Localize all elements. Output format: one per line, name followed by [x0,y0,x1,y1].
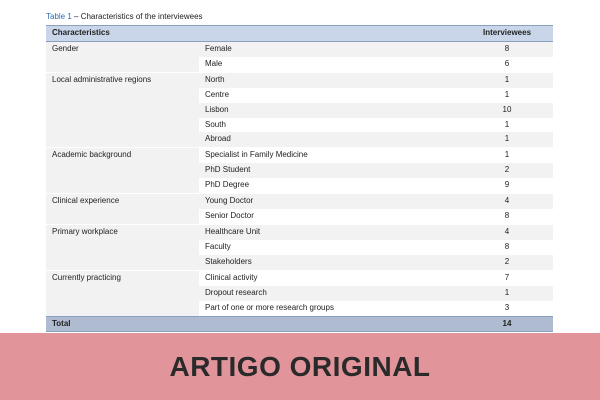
characteristics-table [46,25,553,332]
count-cell: 8 [461,240,553,255]
subcategory-cell: Lisbon [199,103,461,118]
subcategory-cell: PhD Degree [199,178,461,193]
count-cell: 1 [461,148,553,163]
count-cell: 2 [461,163,553,178]
subcategory-cell: Senior Doctor [199,209,461,224]
table-caption-text: – Characteristics of the interviewees [71,12,203,21]
table-row [46,148,553,163]
subcategory-cell: Abroad [199,132,461,147]
count-cell: 8 [461,209,553,224]
subcategory-cell: Healthcare Unit [199,224,461,239]
count-cell: 2 [461,255,553,270]
subcategory-cell: Stakeholders [199,255,461,270]
subcategory-cell: Specialist in Family Medicine [199,148,461,163]
table-caption [46,12,203,21]
table-body [46,41,553,316]
total-row [46,316,553,332]
total-label: Total [46,316,461,332]
subcategory-cell: Male [199,57,461,72]
count-cell: 4 [461,224,553,239]
table-number-link[interactable]: Table 1 [46,12,72,21]
header-characteristics: Characteristics [46,26,461,42]
count-cell: 1 [461,118,553,133]
total-value: 14 [461,316,553,332]
subcategory-cell: Part of one or more research groups [199,301,461,316]
category-cell: Clinical experience [46,194,199,225]
subcategory-cell: PhD Student [199,163,461,178]
table-row [46,270,553,285]
subcategory-cell: Clinical activity [199,270,461,285]
header-interviewees: Interviewees [461,26,553,42]
category-cell: Gender [46,41,199,72]
subcategory-cell: Faculty [199,240,461,255]
subcategory-cell: South [199,118,461,133]
subcategory-cell: North [199,72,461,87]
table-row [46,72,553,87]
count-cell: 3 [461,301,553,316]
banner-text: ARTIGO ORIGINAL [169,350,431,382]
count-cell: 1 [461,132,553,147]
category-cell: Currently practicing [46,270,199,316]
count-cell: 1 [461,286,553,301]
category-cell: Primary workplace [46,224,199,270]
category-cell: Local administrative regions [46,72,199,148]
subcategory-cell: Young Doctor [199,194,461,209]
subcategory-cell: Dropout research [199,286,461,301]
count-cell: 9 [461,178,553,193]
table-row [46,194,553,209]
count-cell: 1 [461,88,553,103]
count-cell: 8 [461,41,553,56]
subcategory-cell: Centre [199,88,461,103]
count-cell: 10 [461,103,553,118]
count-cell: 7 [461,270,553,285]
subcategory-cell: Female [199,41,461,56]
article-type-banner [0,333,600,400]
category-cell: Academic background [46,148,199,194]
table-row [46,41,553,56]
table-header-row [46,26,553,42]
count-cell: 6 [461,57,553,72]
table-row [46,224,553,239]
count-cell: 4 [461,194,553,209]
count-cell: 1 [461,72,553,87]
